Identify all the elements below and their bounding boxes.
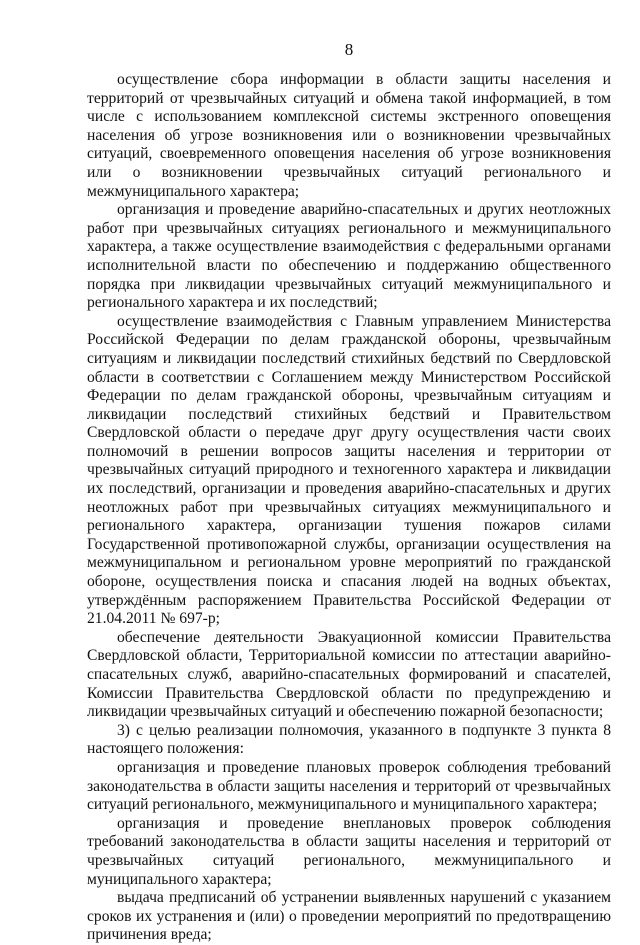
paragraph-planned-inspections: организация и проведение плановых проверок соблюдения требований законодательства в области защиты населения и территорий от чрезвычайных ситуаций регионального, межмуниципального и муниципального характера; xyxy=(87,758,611,814)
paragraph-item-3-intro: 3) с целью реализации полномочия, указанного в подпункте 3 пункта 8 настоящего положения: xyxy=(87,721,611,758)
paragraph-interaction-ministry: осуществление взаимодействия с Главным управлением Министерства Российской Федерации по делам гражданской обороны, чрезвычайным ситуациям и ликвидации последствий стихийных бедствий по Свердловской области в соответствии с Соглашением между Министерством Российской Федерации по делам гражданской обороны, чрезвычайным ситуациям и ликвидации последствий стихийных бедствий и Правительством Свердловской области о передаче друг другу осуществления части своих полномочий в решении вопросов защиты населения и территории от чрезвычайных ситуаций природного и техногенного характера и ликвидации их последствий, организации и проведения аварийно-спасательных и других неотложных работ при чрезвычайных ситуациях межмуниципального и регионального характера, организации тушения пожаров силами Государственной противопожарной службы, организации осуществления на межмуниципальном и региональном уровне мероприятий по гражданской обороне, осуществления поиска и спасания людей на водных объектах, утверждённым распоряжением Правительства Российской Федерации от 21.04.2011 № 697-р; xyxy=(87,312,611,628)
paragraph-unplanned-inspections: организация и проведение внеплановых проверок соблюдения требований законодательства в области защиты населения и территорий от чрезвычайных ситуаций регионального, межмуниципального и муниципального характера; xyxy=(87,814,611,888)
paragraph-commission-support: обеспечение деятельности Эвакуационной комиссии Правительства Свердловской области, Территориальной комиссии по аттестации аварийно-спасательных служб, аварийно-спасательных формирований и спасателей, Комиссии Правительства Свердловской области по предупреждению и ликвидации чрезвычайных ситуаций и обеспечению пожарной безопасности; xyxy=(87,628,611,721)
paragraph-issuing-orders: выдача предписаний об устранении выявленных нарушений с указанием сроков их устранения и (или) о проведении мероприятий по предотвращению причинения вреда; xyxy=(87,889,611,944)
paragraph-info-collection: осуществление сбора информации в области защиты населения и территорий от чрезвычайных ситуаций и обмена такой информацией, в том числе с использованием комплексной системы экстренного оповещения населения об угрозе возникновения или о возникновении чрезвычайных ситуаций, своевременного оповещения населения об угрозе возникновения или о возникновении чрезвычайных ситуаций регионального и межмуниципального характера; xyxy=(87,71,611,200)
paragraph-rescue-operations: организация и проведение аварийно-спасательных и других неотложных работ при чрезвычайных ситуациях регионального и межмуниципального характера, а также осуществление взаимодействия с федеральными органами исполнительной власти по обеспечению и поддержанию общественного порядка при ликвидации чрезвычайных ситуаций межмуниципального и регионального характера и их последствий; xyxy=(87,201,611,312)
page-number: 8 xyxy=(344,40,354,59)
